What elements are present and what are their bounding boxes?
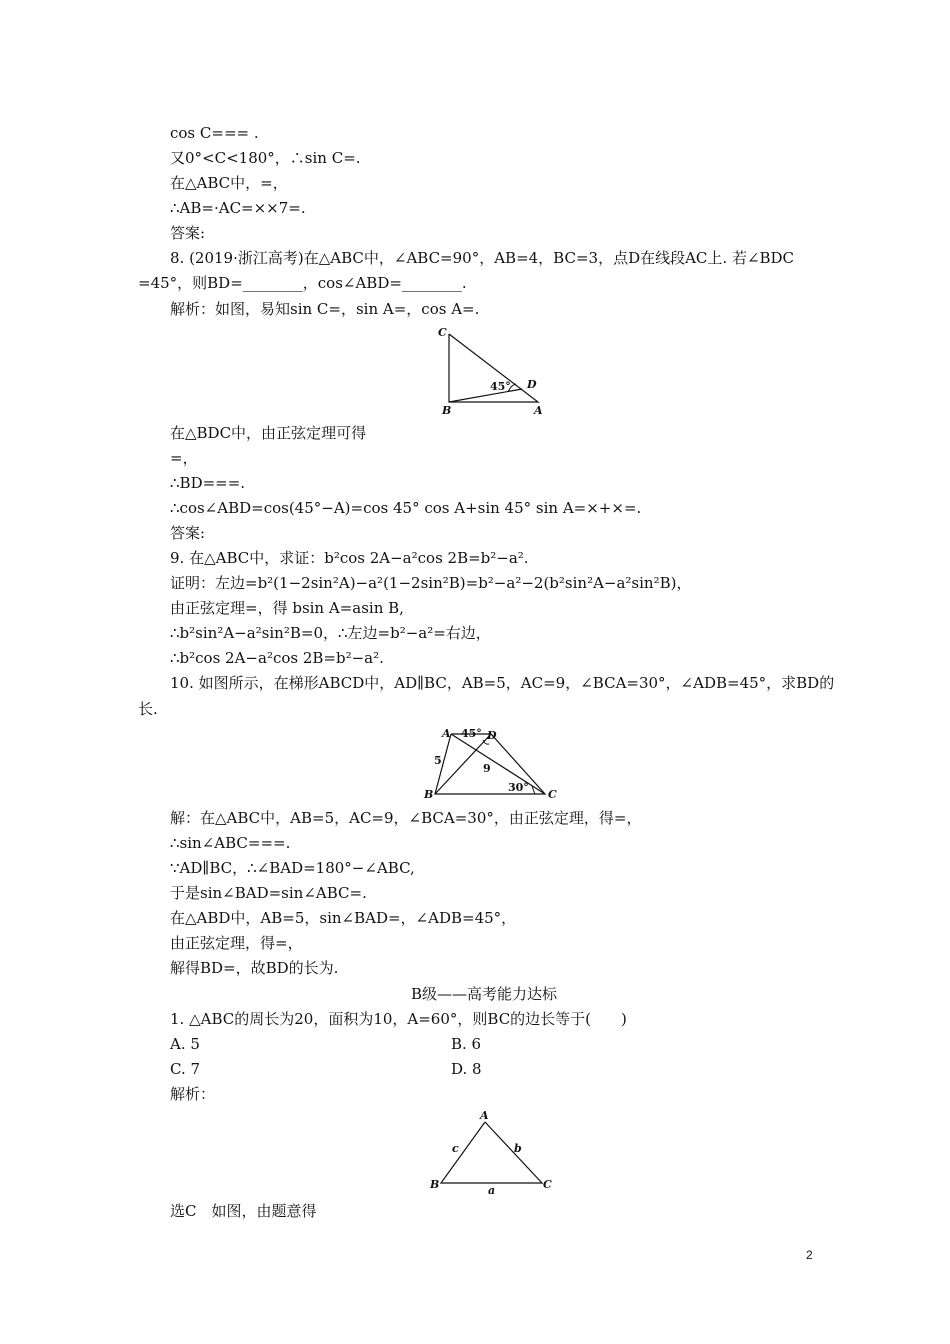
option-a: A. 5 [170, 1035, 200, 1053]
text-line: 选C 如图，由题意得 [170, 1202, 317, 1220]
question-1: 1. △ABC的周长为20，面积为10，A=60°，则BC的边长等于( ) [170, 1010, 627, 1028]
label-b: B [424, 788, 434, 801]
option-d: D. 8 [451, 1060, 482, 1078]
label-side-c: c [452, 1142, 459, 1155]
label-d: D [487, 729, 497, 742]
label-45-degrees: 45° [461, 727, 482, 740]
label-ac-9: 9 [483, 762, 491, 775]
label-c: C [548, 788, 557, 801]
text-line: 在△BDC中，由正弦定理可得 [170, 424, 367, 442]
label-side-a: a [488, 1184, 496, 1197]
text-line: 于是sin∠BAD=sin∠ABC=. [170, 884, 367, 902]
label-b: B [442, 404, 452, 417]
page-number: 2 [806, 1248, 813, 1262]
text-line: ∴BD===. [170, 474, 246, 492]
question-10-line-2: 长. [138, 700, 158, 718]
text-line: 答案: [170, 224, 206, 242]
label-30-degrees: 30° [508, 781, 529, 794]
label-ab-5: 5 [434, 754, 442, 767]
text-line: 解：在△ABC中，AB=5，AC=9，∠BCA=30°，由正弦定理，得=， [170, 809, 642, 827]
text-line: =， [170, 449, 198, 467]
text-line: 又0°<C<180°，∴sin C=. [170, 149, 361, 167]
text-line: 证明：左边=b²(1−2sin²A)−a²(1−2sin²B)=b²−a²−2(b²sin²A−a²sin²B)， [170, 574, 692, 592]
figure-triangle-bdc [430, 322, 570, 422]
label-side-b: b [514, 1142, 522, 1155]
option-c: C. 7 [170, 1060, 201, 1078]
text-line: 由正弦定理=，得 bsin A=asin B, [170, 599, 404, 617]
option-b: B. 6 [451, 1035, 482, 1053]
text-line: ∴b²cos 2A−a²cos 2B=b²−a². [170, 649, 384, 667]
label-d: D [527, 378, 537, 391]
figure-trapezoid-abcd [415, 724, 565, 804]
label-45-degrees: 45° [490, 380, 511, 393]
text-line: 解析：如图，易知sin C=，sin A=，cos A=. [170, 300, 480, 318]
text-line: 在△ABD中，AB=5，sin∠BAD=，∠ADB=45°， [170, 909, 517, 927]
text-line: 解得BD=，故BD的长为. [170, 959, 339, 977]
text-line: ∴AB=·AC=××7=. [170, 199, 306, 217]
label-a: A [442, 727, 451, 740]
section-heading-b-level: B级——高考能力达标 [411, 985, 558, 1003]
question-10-line-1: 10. 如图所示，在梯形ABCD中，AD∥BC，AB=5，AC=9，∠BCA=30°，∠ADB=45°，求BD的 [170, 674, 835, 692]
label-a: A [534, 404, 543, 417]
text-line: ∴cos∠ABD=cos(45°−A)=cos 45° cos A+sin 45° sin A=×+×=. [170, 499, 642, 517]
label-c: C [543, 1178, 552, 1191]
text-line: 答案: [170, 524, 206, 542]
label-c: C [438, 326, 447, 339]
text-line: ∵AD∥BC，∴∠BAD=180°−∠ABC, [170, 859, 415, 877]
text-line: 解析： [170, 1085, 216, 1103]
label-a: A [480, 1109, 489, 1122]
question-8-line-2: =45°，则BD=________，cos∠ABD=________. [138, 274, 467, 292]
question-9: 9. 在△ABC中，求证：b²cos 2A−a²cos 2B=b²−a². [170, 549, 529, 567]
label-b: B [430, 1178, 440, 1191]
question-8-line-1: 8. (2019·浙江高考)在△ABC中，∠ABC=90°，AB=4，BC=3，点D在线段AC上. 若∠BDC [170, 249, 795, 267]
text-line: ∴sin∠ABC===. [170, 834, 291, 852]
text-line: cos C=== . [170, 124, 259, 142]
text-line: ∴b²sin²A−a²sin²B=0，∴左边=b²−a²=右边， [170, 624, 491, 642]
text-line: 在△ABC中，=， [170, 174, 288, 192]
text-line: 由正弦定理，得=， [170, 934, 303, 952]
figure-triangle-abc [425, 1108, 565, 1198]
